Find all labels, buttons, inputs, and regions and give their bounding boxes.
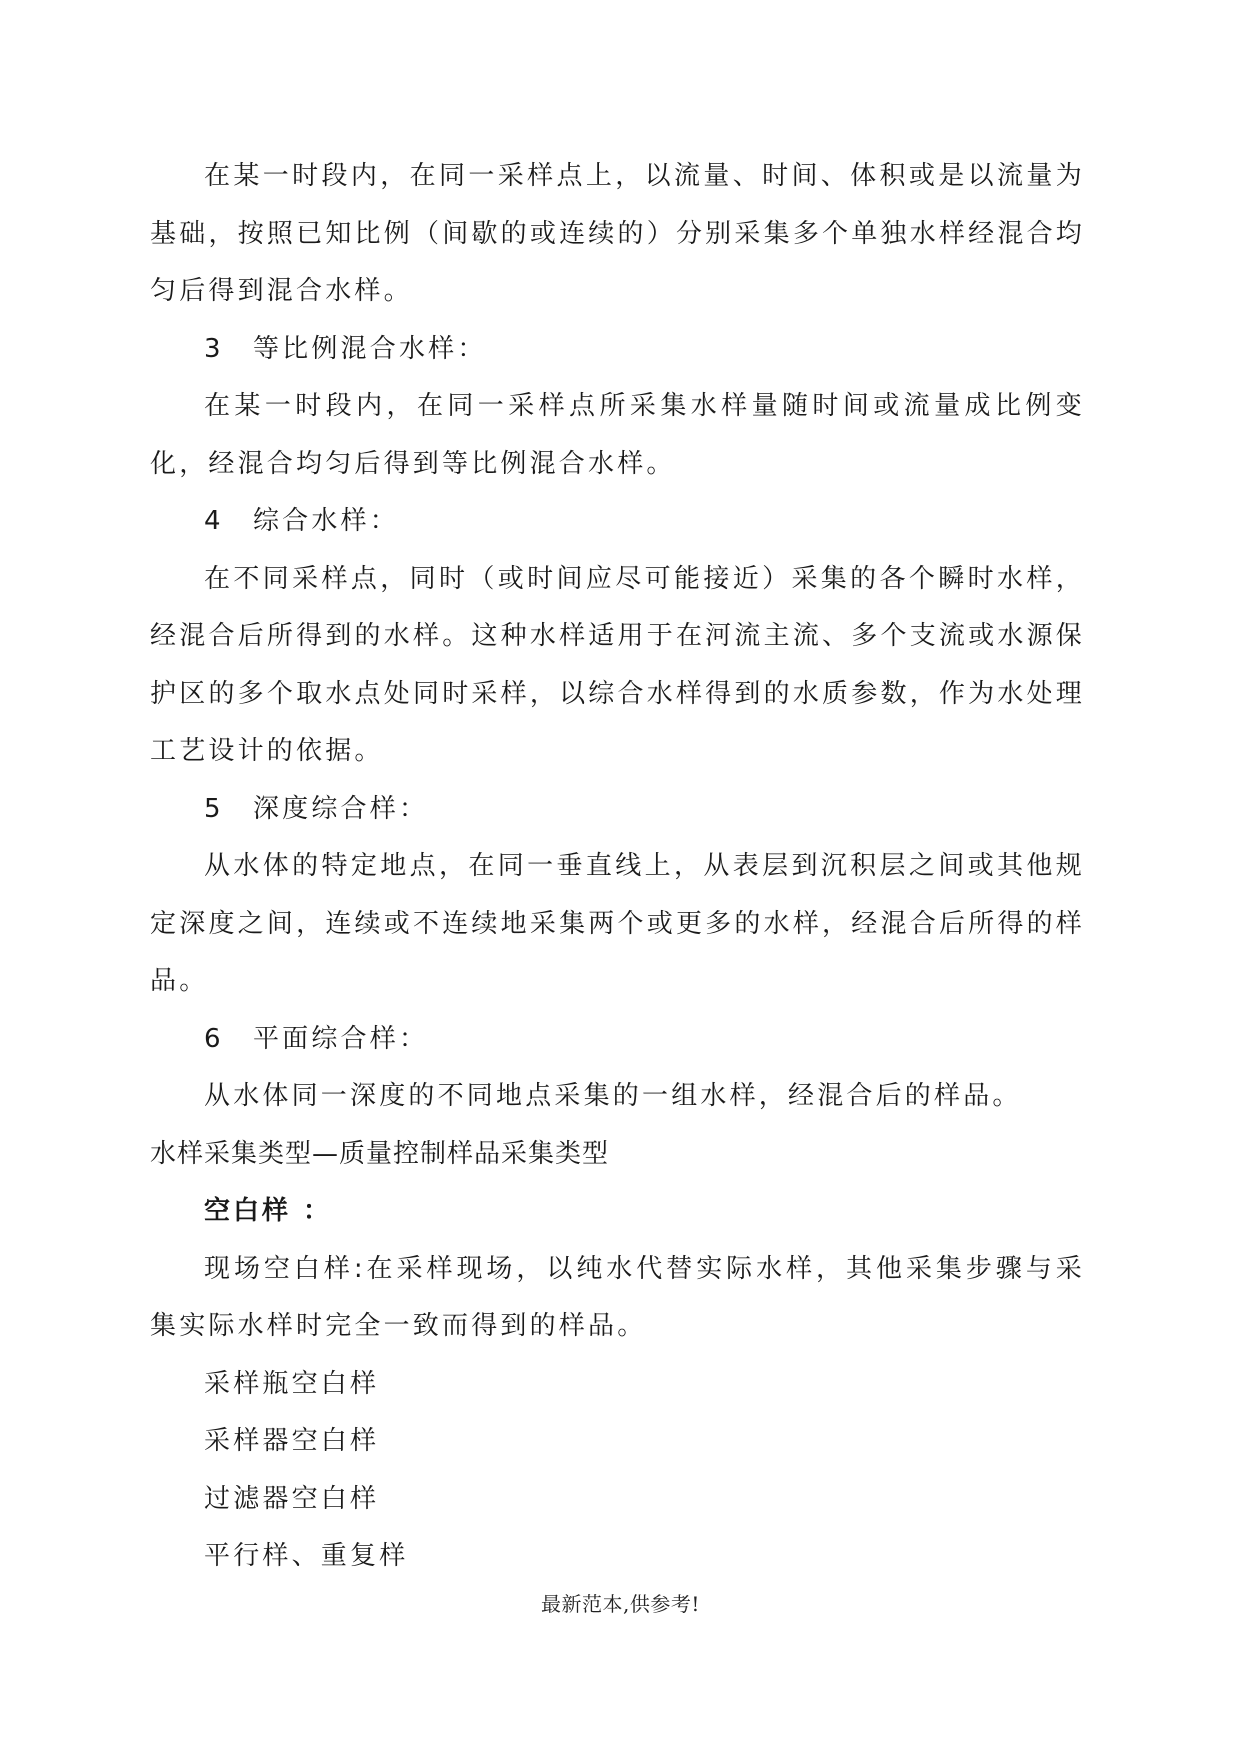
list-item-filter-blank: 过滤器空白样 <box>204 1483 380 1514</box>
paragraph-composite-sample: 在不同采样点，同时（或时间应尽可能接近）采集的各个瞬时水样，经混合后所得到的水样。这种水样适用于在河流主流、多个支流或水源保护区的多个取水点处同时采样，以综合水样得到的水质参数，作为水处理工艺设计的依据。 <box>150 563 1085 766</box>
section-heading: 水样采集类型—质量控制样品采集类型 <box>150 1138 610 1169</box>
heading-composite-sample: 4 综合水样： <box>204 506 399 536</box>
subheading-blank-sample: 空白样 ： <box>204 1196 333 1226</box>
heading-depth-composite-sample: 5 深度综合样： <box>204 793 429 824</box>
page-footer: 最新范本,供参考! <box>541 1592 700 1616</box>
paragraph-field-blank-definition: 现场空白样:在采样现场，以纯水代替实际水样，其他采集步骤与采集实际水样时完全一致而得到的样品。 <box>150 1253 1085 1341</box>
paragraph-depth-composite-sample: 从水体的特定地点，在同一垂直线上，从表层到沉积层之间或其他规定深度之间，连续或不连续地采集两个或更多的水样，经混合后所得的样品。 <box>150 851 1085 996</box>
list-item-sampler-blank: 采样器空白样 <box>204 1426 380 1456</box>
paragraph-mixed-sample: 在某一时段内，在同一采样点上，以流量、时间、体积或是以流量为基础，按照已知比例（间歇的或连续的）分别采集多个单独水样经混合均匀后得到混合水样。 <box>150 161 1085 306</box>
heading-area-composite-sample: 6 平面综合样： <box>204 1023 429 1054</box>
document-body <box>150 148 1085 1586</box>
paragraph-proportional-mixed-sample: 在某一时段内，在同一采样点所采集水样量随时间或流量成比例变化，经混合均匀后得到等比例混合水样。 <box>150 391 1085 479</box>
list-item-parallel-duplicate: 平行样、重复样 <box>204 1541 409 1571</box>
list-item-bottle-blank: 采样瓶空白样 <box>204 1368 380 1399</box>
paragraph-area-composite-sample: 从水体同一深度的不同地点采集的一组水样，经混合后的样品。 <box>204 1081 1022 1111</box>
heading-proportional-mixed-sample: 3 等比例混合水样： <box>204 333 487 364</box>
